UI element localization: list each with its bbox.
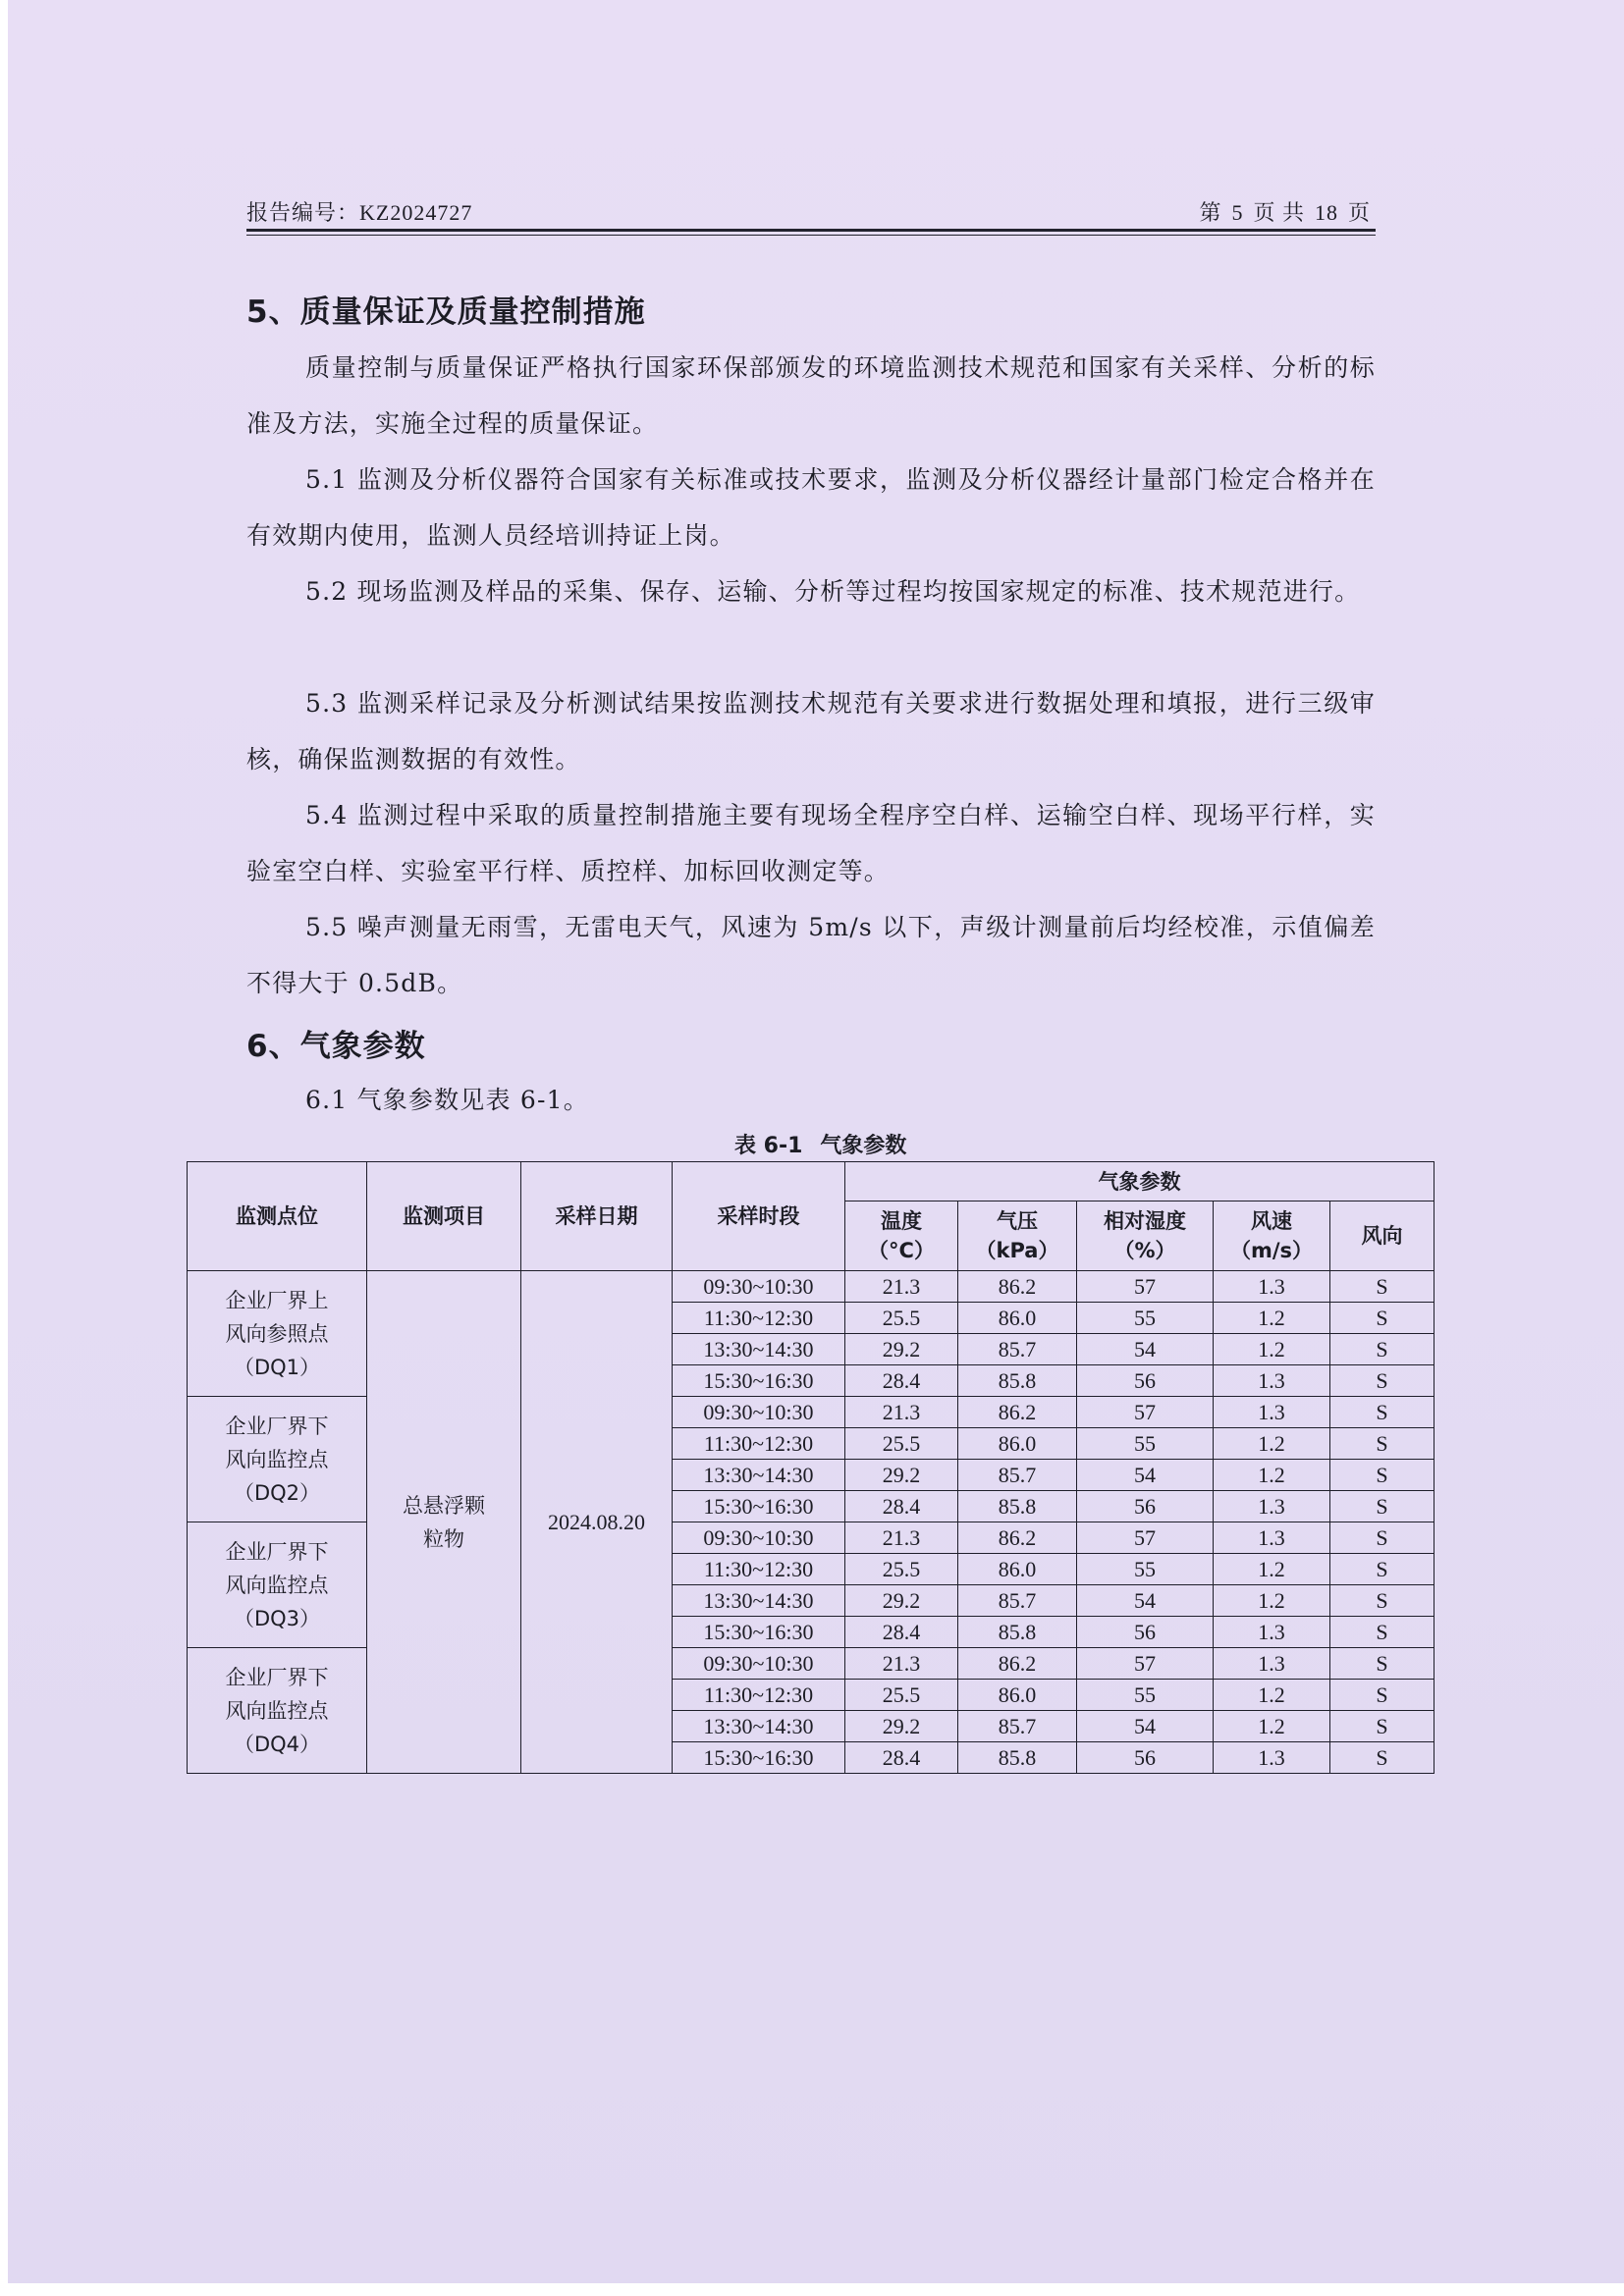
cell-wind-speed: 1.2 bbox=[1214, 1554, 1330, 1585]
humidity-label: 相对湿度 bbox=[1104, 1209, 1186, 1233]
cell-location bbox=[188, 1271, 367, 1397]
cell-wind-dir: S bbox=[1330, 1303, 1435, 1334]
cell-wind-speed: 1.3 bbox=[1214, 1491, 1330, 1522]
cell-wind-speed: 1.3 bbox=[1214, 1617, 1330, 1648]
report-number bbox=[246, 196, 472, 227]
location-line: 企业厂界上 bbox=[225, 1288, 329, 1312]
cell-humidity: 54 bbox=[1077, 1711, 1214, 1742]
cell-pressure: 86.0 bbox=[958, 1428, 1077, 1460]
wind-speed-label: 风速 bbox=[1251, 1209, 1292, 1233]
cell-wind-dir: S bbox=[1330, 1648, 1435, 1680]
table-body bbox=[188, 1271, 1435, 1774]
cell-wind-speed: 1.3 bbox=[1214, 1271, 1330, 1303]
cell-pressure: 86.0 bbox=[958, 1680, 1077, 1711]
temp-label: 温度 bbox=[881, 1209, 922, 1233]
cell-wind-dir: S bbox=[1330, 1742, 1435, 1774]
cell-wind-dir: S bbox=[1330, 1491, 1435, 1522]
page-current: 5 bbox=[1231, 200, 1244, 225]
section-6-1: 6.1 气象参数见表 6-1。 bbox=[305, 1086, 589, 1114]
cell-period: 15:30~16:30 bbox=[673, 1491, 845, 1522]
cell-period: 13:30~14:30 bbox=[673, 1585, 845, 1617]
document-page bbox=[8, 0, 1624, 2283]
cell-pressure: 85.8 bbox=[958, 1491, 1077, 1522]
humidity-unit: （%） bbox=[1113, 1239, 1176, 1262]
report-number-label: 报告编号： bbox=[246, 200, 360, 225]
page-header bbox=[246, 196, 1376, 227]
page-mid: 页 共 bbox=[1253, 200, 1305, 225]
cell-temp: 28.4 bbox=[845, 1617, 958, 1648]
temp-unit: （°C） bbox=[868, 1239, 935, 1262]
section-5-1: 5.1 监测及分析仪器符合国家有关标准或技术要求，监测及分析仪器经计量部门检定合格并在有效期内使用，监测人员经培训持证上岗。 bbox=[246, 465, 1376, 550]
cell-temp: 21.3 bbox=[845, 1648, 958, 1680]
cell-wind-speed: 1.2 bbox=[1214, 1303, 1330, 1334]
cell-temp: 25.5 bbox=[845, 1554, 958, 1585]
page-indicator bbox=[1194, 196, 1376, 227]
cell-humidity: 55 bbox=[1077, 1303, 1214, 1334]
location-line: 风向参照点 bbox=[225, 1321, 329, 1346]
item-line: 总悬浮颗 bbox=[403, 1493, 485, 1518]
col-header-humidity bbox=[1077, 1201, 1214, 1271]
cell-temp: 28.4 bbox=[845, 1491, 958, 1522]
section-5-5: 5.5 噪声测量无雨雪，无雷电天气，风速为 5m/s 以下，声级计测量前后均经校准，示值偏差不得大于 0.5dB。 bbox=[246, 913, 1376, 997]
cell-period: 09:30~10:30 bbox=[673, 1397, 845, 1428]
cell-period: 09:30~10:30 bbox=[673, 1271, 845, 1303]
cell-wind-dir: S bbox=[1330, 1711, 1435, 1742]
location-line: （DQ2） bbox=[233, 1480, 321, 1505]
table-number: 表 6-1 bbox=[734, 1134, 803, 1158]
page-total: 18 bbox=[1314, 200, 1338, 225]
col-header-temp bbox=[845, 1201, 958, 1271]
cell-humidity: 54 bbox=[1077, 1585, 1214, 1617]
cell-period: 11:30~12:30 bbox=[673, 1554, 845, 1585]
cell-location bbox=[188, 1648, 367, 1774]
col-header-pressure bbox=[958, 1201, 1077, 1271]
cell-wind-speed: 1.2 bbox=[1214, 1585, 1330, 1617]
cell-temp: 25.5 bbox=[845, 1428, 958, 1460]
col-header-wind-speed bbox=[1214, 1201, 1330, 1271]
cell-pressure: 86.2 bbox=[958, 1648, 1077, 1680]
col-header-group: 气象参数 bbox=[845, 1162, 1435, 1201]
page-suffix: 页 bbox=[1347, 200, 1371, 225]
cell-humidity: 56 bbox=[1077, 1742, 1214, 1774]
header-rule-thick bbox=[246, 229, 1376, 232]
cell-pressure: 85.7 bbox=[958, 1585, 1077, 1617]
cell-temp: 21.3 bbox=[845, 1397, 958, 1428]
cell-temp: 29.2 bbox=[845, 1711, 958, 1742]
cell-period: 15:30~16:30 bbox=[673, 1617, 845, 1648]
cell-temp: 21.3 bbox=[845, 1271, 958, 1303]
location-line: 企业厂界下 bbox=[225, 1665, 329, 1689]
header-row-1 bbox=[188, 1162, 1435, 1201]
section-5-3: 5.3 监测采样记录及分析测试结果按监测技术规范有关要求进行数据处理和填报，进行三级审核，确保监测数据的有效性。 bbox=[246, 689, 1376, 774]
cell-temp: 25.5 bbox=[845, 1680, 958, 1711]
location-line: 风向监控点 bbox=[225, 1698, 329, 1723]
cell-wind-dir: S bbox=[1330, 1554, 1435, 1585]
cell-humidity: 55 bbox=[1077, 1428, 1214, 1460]
cell-wind-dir: S bbox=[1330, 1397, 1435, 1428]
section-6-heading: 6、气象参数 bbox=[246, 1029, 426, 1064]
cell-wind-dir: S bbox=[1330, 1460, 1435, 1491]
cell-item bbox=[367, 1271, 521, 1774]
cell-wind-speed: 1.2 bbox=[1214, 1460, 1330, 1491]
cell-period: 13:30~14:30 bbox=[673, 1460, 845, 1491]
table-caption bbox=[734, 1129, 906, 1159]
cell-period: 13:30~14:30 bbox=[673, 1711, 845, 1742]
cell-pressure: 85.7 bbox=[958, 1334, 1077, 1365]
cell-temp: 29.2 bbox=[845, 1460, 958, 1491]
cell-pressure: 86.0 bbox=[958, 1303, 1077, 1334]
cell-temp: 28.4 bbox=[845, 1742, 958, 1774]
cell-humidity: 54 bbox=[1077, 1334, 1214, 1365]
cell-humidity: 54 bbox=[1077, 1460, 1214, 1491]
cell-humidity: 57 bbox=[1077, 1271, 1214, 1303]
location-line: （DQ4） bbox=[233, 1732, 321, 1756]
header-rule-thin bbox=[246, 235, 1376, 236]
location-line: 企业厂界下 bbox=[225, 1414, 329, 1438]
cell-period: 15:30~16:30 bbox=[673, 1742, 845, 1774]
cell-pressure: 85.8 bbox=[958, 1617, 1077, 1648]
cell-wind-dir: S bbox=[1330, 1680, 1435, 1711]
cell-wind-speed: 1.3 bbox=[1214, 1365, 1330, 1397]
cell-wind-dir: S bbox=[1330, 1617, 1435, 1648]
cell-wind-dir: S bbox=[1330, 1334, 1435, 1365]
table-row bbox=[188, 1271, 1435, 1303]
wind-speed-unit: （m/s） bbox=[1229, 1239, 1314, 1262]
cell-humidity: 56 bbox=[1077, 1365, 1214, 1397]
cell-humidity: 56 bbox=[1077, 1617, 1214, 1648]
cell-pressure: 85.7 bbox=[958, 1711, 1077, 1742]
cell-period: 11:30~12:30 bbox=[673, 1680, 845, 1711]
cell-wind-dir: S bbox=[1330, 1522, 1435, 1554]
section-5-intro: 质量控制与质量保证严格执行国家环保部颁发的环境监测技术规范和国家有关采样、分析的标准及方法，实施全过程的质量保证。 bbox=[246, 353, 1376, 438]
cell-wind-speed: 1.2 bbox=[1214, 1428, 1330, 1460]
cell-period: 11:30~12:30 bbox=[673, 1428, 845, 1460]
cell-pressure: 86.2 bbox=[958, 1397, 1077, 1428]
cell-date: 2024.08.20 bbox=[521, 1271, 673, 1774]
section-5-heading: 5、质量保证及质量控制措施 bbox=[246, 294, 646, 330]
cell-period: 09:30~10:30 bbox=[673, 1522, 845, 1554]
section-5-2: 5.2 现场监测及样品的采集、保存、运输、分析等过程均按国家规定的标准、技术规范进行。 bbox=[305, 577, 1361, 606]
col-header-item: 监测项目 bbox=[367, 1162, 521, 1271]
table-title: 气象参数 bbox=[820, 1134, 907, 1158]
col-header-period: 采样时段 bbox=[673, 1162, 845, 1271]
location-line: 风向监控点 bbox=[225, 1573, 329, 1597]
cell-period: 15:30~16:30 bbox=[673, 1365, 845, 1397]
cell-humidity: 57 bbox=[1077, 1522, 1214, 1554]
cell-temp: 29.2 bbox=[845, 1585, 958, 1617]
cell-wind-speed: 1.3 bbox=[1214, 1742, 1330, 1774]
cell-period: 09:30~10:30 bbox=[673, 1648, 845, 1680]
page-prefix: 第 bbox=[1199, 200, 1222, 225]
cell-wind-speed: 1.2 bbox=[1214, 1680, 1330, 1711]
location-line: （DQ1） bbox=[233, 1355, 321, 1379]
cell-pressure: 86.2 bbox=[958, 1522, 1077, 1554]
col-header-location: 监测点位 bbox=[188, 1162, 367, 1271]
cell-period: 11:30~12:30 bbox=[673, 1303, 845, 1334]
location-line: 风向监控点 bbox=[225, 1447, 329, 1471]
cell-humidity: 57 bbox=[1077, 1648, 1214, 1680]
cell-period: 13:30~14:30 bbox=[673, 1334, 845, 1365]
item-line: 粒物 bbox=[423, 1526, 464, 1551]
section-5-4: 5.4 监测过程中采取的质量控制措施主要有现场全程序空白样、运输空白样、现场平行样，实验室空白样、实验室平行样、质控样、加标回收测定等。 bbox=[246, 801, 1376, 885]
report-number-value: KZ2024727 bbox=[359, 200, 473, 225]
location-line: （DQ3） bbox=[233, 1606, 321, 1630]
cell-wind-speed: 1.3 bbox=[1214, 1397, 1330, 1428]
cell-pressure: 86.0 bbox=[958, 1554, 1077, 1585]
location-line: 企业厂界下 bbox=[225, 1539, 329, 1564]
cell-humidity: 56 bbox=[1077, 1491, 1214, 1522]
cell-pressure: 85.8 bbox=[958, 1742, 1077, 1774]
cell-wind-speed: 1.3 bbox=[1214, 1648, 1330, 1680]
cell-wind-dir: S bbox=[1330, 1365, 1435, 1397]
cell-pressure: 86.2 bbox=[958, 1271, 1077, 1303]
cell-wind-speed: 1.3 bbox=[1214, 1522, 1330, 1554]
cell-wind-dir: S bbox=[1330, 1271, 1435, 1303]
meteorological-table bbox=[187, 1161, 1435, 1774]
cell-temp: 25.5 bbox=[845, 1303, 958, 1334]
cell-humidity: 57 bbox=[1077, 1397, 1214, 1428]
cell-temp: 28.4 bbox=[845, 1365, 958, 1397]
col-header-date: 采样日期 bbox=[521, 1162, 673, 1271]
cell-wind-dir: S bbox=[1330, 1428, 1435, 1460]
cell-temp: 21.3 bbox=[845, 1522, 958, 1554]
col-header-wind-dir: 风向 bbox=[1330, 1201, 1435, 1271]
pressure-unit: （kPa） bbox=[975, 1239, 1059, 1262]
cell-location bbox=[188, 1397, 367, 1522]
cell-wind-dir: S bbox=[1330, 1585, 1435, 1617]
pressure-label: 气压 bbox=[997, 1209, 1038, 1233]
cell-humidity: 55 bbox=[1077, 1554, 1214, 1585]
cell-wind-speed: 1.2 bbox=[1214, 1711, 1330, 1742]
cell-pressure: 85.8 bbox=[958, 1365, 1077, 1397]
cell-temp: 29.2 bbox=[845, 1334, 958, 1365]
cell-pressure: 85.7 bbox=[958, 1460, 1077, 1491]
cell-wind-speed: 1.2 bbox=[1214, 1334, 1330, 1365]
cell-location bbox=[188, 1522, 367, 1648]
cell-humidity: 55 bbox=[1077, 1680, 1214, 1711]
